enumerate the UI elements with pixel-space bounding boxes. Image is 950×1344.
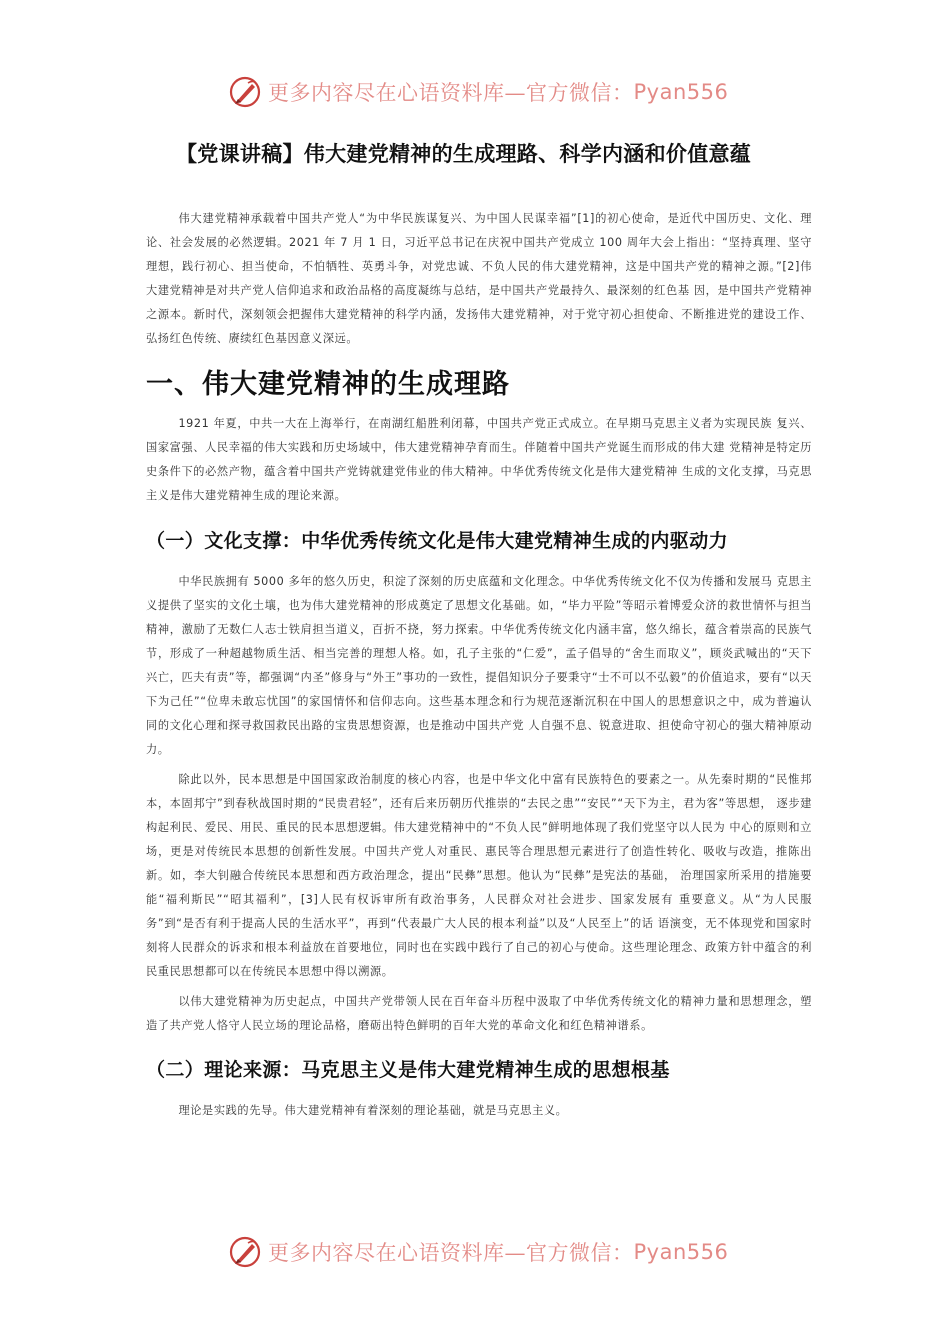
section-1-paragraph: 1921 年夏，中共一大在上海举行，在南湖红船胜利闭幕，中国共产党正式成立。在早期马克思主义者为实现民族 复兴、国家富强、人民幸福的伟大实践和历史场域中，伟大建党精神孕育而生。伴随着中国共产党诞生而形成的伟大建 党精神是特定历史条件下的必然产物，蕴含着中国共产党铸就建党伟业的伟大精神。中华优秀传统文化是伟大建党精神 生成的文化支撑，马克思主义是伟大建党精神生成的理论来源。 — [146, 417, 812, 502]
section-heading-1: 一、伟大建党精神的生成理路 — [146, 369, 510, 400]
banner-wechat-id: Pyan556 — [633, 1240, 729, 1264]
subsection-2-paragraph: 理论是实践的先导。伟大建党精神有着深刻的理论基础，就是马克思主义。 — [178, 1104, 568, 1117]
footer-banner — [228, 1232, 728, 1272]
subsection-1-paragraph-2: 除此以外，民本思想是中国国家政治制度的核心内容，也是中华文化中富有民族特色的要素之一。从先秦时期的“民惟邦本，本固邦宁”到春秋战国时期的“民贵君轻”，还有后来历朝历代推崇的“去民之患”“安民”“天下为主，君为客”等思想， 逐步建构起利民、爱民、用民、重民的民本思想逻辑。伟大建党精神中的“不负人民”鲜明地体现了我们党坚守以人民为 中心的原则和立场，更是对传统民本思想的创新性发展。中国共产党人对重民、惠民等合理思想元素进行了创造性转化、吸收与改造，推陈出新。如，李大钊融合传统民本思想和西方政治理念，提出“民彝”思想。他认为“民彝”是宪法的基础， 治理国家所采用的措施要能“福利斯民”“昭其福利”，[3]人民有权诉审所有政治事务，人民群众对社会进步、国家发展有 重要意义。从“为人民服务”到“是否有利于提高人民的生活水平”，再到“代表最广大人民的根本利益”以及“人民至上”的话 语演变，无不体现党和国家时刻将人民群众的诉求和根本利益放在首要地位，同时也在实践中践行了自己的初心与使命。这些理论理念、政策方针中蕴含的利民重民思想都可以在传统民本思想中得以溯源。 — [146, 773, 812, 978]
document-title: 【党课讲稿】伟大建党精神的生成理路、科学内涵和价值意蕴 — [176, 142, 752, 166]
intro-paragraph: 伟大建党精神承载着中国共产党人“为中华民族谋复兴、为中国人民谋幸福”[1]的初心使命，是近代中国历史、文化、理论、社会发展的必然逻辑。2021 年 7 月 1 日，习近平总书记在庆祝中国共产党成立 100 周年大会上指出：“坚持真理、坚守理想，践行初心、担当使命，不怕牺牲、英勇斗争，对党忠诚、不负人民的伟大建党精神，这是中国共产党的精神之源。”[2]伟大建党精神是对共产党人信仰追求和政治品格的高度凝练与总结，是中国共产党最持久、最深刻的红色基 因，是中国共产党精神之源本。新时代，深刻领会把握伟大建党精神的科学内涵，发扬伟大建党精神，对于党守初心担使命、不断推进党的建设工作、弘扬红色传统、赓续红色基因意义深远。 — [146, 212, 812, 345]
banner-text: 更多内容尽在心语资料库—官方微信： — [268, 1241, 634, 1265]
subsection-1-paragraph-3: 以伟大建党精神为历史起点，中国共产党带领人民在百年奋斗历程中汲取了中华优秀传统文化的精神力量和思想理念，塑造了共产党人恪守人民立场的理论品格，磨砺出特色鲜明的百年大党的革命文化和红色精神谱系。 — [146, 995, 812, 1032]
subsection-heading-2: （二）理论来源：马克思主义是伟大建党精神生成的思想根基 — [146, 1059, 670, 1081]
pen-logo-icon — [228, 75, 262, 109]
subsection-1-paragraph-1: 中华民族拥有 5000 多年的悠久历史，积淀了深刻的历史底蕴和文化理念。中华优秀传统文化不仅为传播和发展马 克思主义提供了坚实的文化土壤，也为伟大建党精神的形成奠定了思想文化基础。如，“毕力平险”等昭示着博爱众济的救世情怀与担当精神，激励了无数仁人志士铁肩担当道义，百折不挠，努力探索。中华优秀传统文化内涵丰富，悠久绵长，蕴含着崇高的民族气节，形成了一种超越物质生活、相当完善的理想人格。如，孔子主张的“仁爱”，孟子倡导的“舍生而取义”，顾炎武喊出的“天下兴亡，匹夫有责”等，都强调“内圣”修身与“外王”事功的一致性，提倡知识分子要秉守“士不可以不弘毅”的价值追求，要有“以天下为己任”“位卑未敢忘忧国”的家国情怀和信仰志向。这些基本理念和行为规范逐渐沉积在中国人的思想意识之中，成为普遍认同的文化心理和探寻救国救民出路的宝贵思想资源，也是推动中国共产党 人自强不息、锐意进取、担使命守初心的强大精神原动力。 — [146, 575, 812, 756]
header-banner — [228, 72, 728, 112]
banner-text: 更多内容尽在心语资料库—官方微信： — [268, 81, 634, 105]
pen-logo-icon — [228, 1235, 262, 1269]
banner-wechat-id: Pyan556 — [633, 80, 729, 104]
subsection-heading-1: （一）文化支撑：中华优秀传统文化是伟大建党精神生成的内驱动力 — [146, 530, 729, 552]
